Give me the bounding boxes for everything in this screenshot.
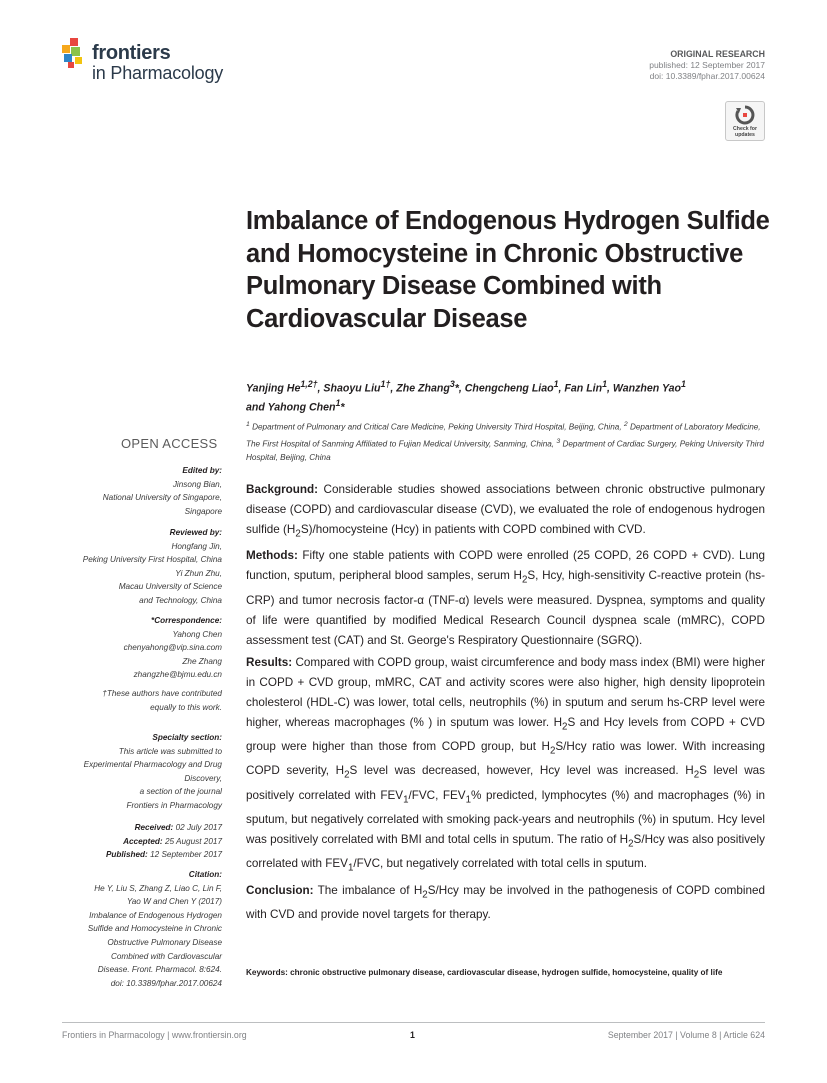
article-title: Imbalance of Endogenous Hydrogen Sulfide and Homocysteine in Chronic Obstructive Pulmonary Disease Combined with Cardiovascular Disease xyxy=(246,207,770,333)
footer-divider xyxy=(62,1022,765,1023)
article-doi[interactable]: doi: 10.3389/fphar.2017.00624 xyxy=(649,71,765,81)
email-link-chen[interactable]: chenyahong@vip.sina.com xyxy=(123,643,222,653)
journal-logo xyxy=(62,38,252,86)
equal-contribution-note: †These authors have contributed equally to this work. xyxy=(102,689,222,712)
correspondence: *Correspondence: Yahong Chen chenyahong@vip.sina.com Zhe Zhang zhangzhe@bjmu.edu.cn xyxy=(52,614,222,682)
journal-name-line2: in Pharmacology xyxy=(92,63,224,83)
check-for-updates-badge[interactable] xyxy=(725,101,765,141)
citation-doi-link[interactable]: doi: 10.3389/fphar.2017.00624 xyxy=(110,978,222,988)
article-dates: Received: 02 July 2017 Accepted: 25 August 2017 Published: 12 September 2017 xyxy=(105,823,222,860)
specialty-section: Specialty section: This article was submitted to Experimental Pharmacology and Drug Discovery, a section of the journal Frontiers in Pharmacology xyxy=(83,733,222,810)
abstract-methods: Methods: Fifty one stable patients with COPD were enrolled (25 COPD, 26 COPD + CVD). Lung function, sputum, peripheral blood samples, serum $H_2S$, Hcy, high-sensitivity C-reactive protein (hs-CRP) and tumor necrosis factor-α (TNF-α) levels were measured. Dyspnea, symptoms and quality of life were quantified by modified Medical Research Council dyspnea scale (mMRC), COPD assessment test (CAT) and St. George's Respiratory Questionnaire (SGRQ). xyxy=(246,549,765,647)
author-list xyxy=(246,377,771,415)
citation: Citation: He Y, Liu S, Zhang Z, Liao C, Lin F, Yao W and Chen Y (2017) Imbalance of Endogenous Hydrogen Sulfide and Homocysteine in Chronic Obstructive Pulmonary Disease Combined with Cardiovascular Disease. Front. Pharmacol. 8:624. doi: 10.3389/fphar.2017.00624 xyxy=(52,868,222,990)
reviewed-by: Reviewed by: Hongfang Jin, Peking University First Hospital, China Yi Zhun Zhu, Macau University of Science and Technology, China xyxy=(82,528,222,605)
email-link-zhang[interactable]: zhangzhe@bjmu.edu.cn xyxy=(133,670,222,680)
footer-issue: September 2017 | Volume 8 | Article 624 xyxy=(607,1030,765,1040)
affiliations: $^1$ Department of Pulmonary and Critical Care Medicine, Peking University Third Hospital, Beijing, China, $^2$ Department of Laboratory Medicine, The First Hospital of Sanming Affiliated to Fujian Medical University, Sanming, China, $^3$ Department of Cardiac Surgery, Peking University Third Hospital, Beijing, China xyxy=(246,421,764,463)
open-access-label: OPEN ACCESS xyxy=(121,436,218,451)
footer-journal[interactable]: Frontiers in Pharmacology | www.frontiersin.org xyxy=(62,1030,247,1040)
edited-by: Edited by: Jinsong Bian, National University of Singapore, Singapore xyxy=(102,466,222,516)
abstract-results: Results: Compared with COPD group, waist circumference and body mass index (BMI) were higher in COPD + CVD group, mMRC, CAT and activity scores were also higher, high density lipoprotein cholesterol (HDL-C) was lower, total cells, neutrophils (%) in sputum and serum hs-CRP level were higher, whereas macrophages (% ) in sputum was lower. $H_2S$ and Hcy levels from COPD + CVD group were higher than those from COPD group, but $H_2S$/Hcy ratio was lower. With increasing COPD severity, $H_2S$ level was decreased, however, Hcy level was increased. $H_2S$ level was positively correlated with $FEV_1$/FVC, $FEV_1\%$ predicted, lymphocytes (%) and macrophages (%) in sputum, but negatively correlated with smoking pack-years and neutrophils (%) in sputum. Hcy level was positively correlated with BMI and total cells in sputum. The ratio of $H_2S$/Hcy was also positively correlated with $FEV_1$/FVC, but negatively correlated with total cells in sputum. xyxy=(246,655,765,874)
article-type: ORIGINAL RESEARCH xyxy=(670,49,765,59)
page-number: 1 xyxy=(410,1030,415,1040)
journal-name-line1: frontiers xyxy=(92,42,171,64)
authors-line1: Yanjing $He^{1,2\dagger}$, Shaoyu Liu$^{1\dagger}$, Zhe Zhang$^3$*, Chengcheng Liao$^1$, Fan Lin$^1$, Wanzhen Yao$^1$ xyxy=(246,379,686,395)
published-date: published: 12 September 2017 xyxy=(649,60,765,70)
keywords: Keywords: chronic obstructive pulmonary disease, cardiovascular disease, hydrogen sulfide, homocysteine, quality of life xyxy=(246,968,723,977)
article-meta xyxy=(649,49,765,82)
update-icon xyxy=(735,105,755,125)
abstract-background: Background: Considerable studies showed associations between chronic obstructive pulmonary disease (COPD) and cardiovascular disease (CVD), we evaluated the role of endogenous hydrogen sulfide $(H_2S)$/homocysteine (Hcy) in patients with COPD combined with CVD. xyxy=(246,483,765,540)
frontiers-logo-icon xyxy=(62,38,88,70)
authors-line2: and Yahong Chen$^1$* xyxy=(246,398,345,414)
abstract xyxy=(246,480,765,927)
check-for-updates-label: Check for updates xyxy=(733,126,757,138)
abstract-conclusion: Conclusion: The imbalance of $H_2S$/Hcy may be involved in the pathogenesis of COPD combined with CVD and provide novel targets for therapy. xyxy=(246,883,765,921)
